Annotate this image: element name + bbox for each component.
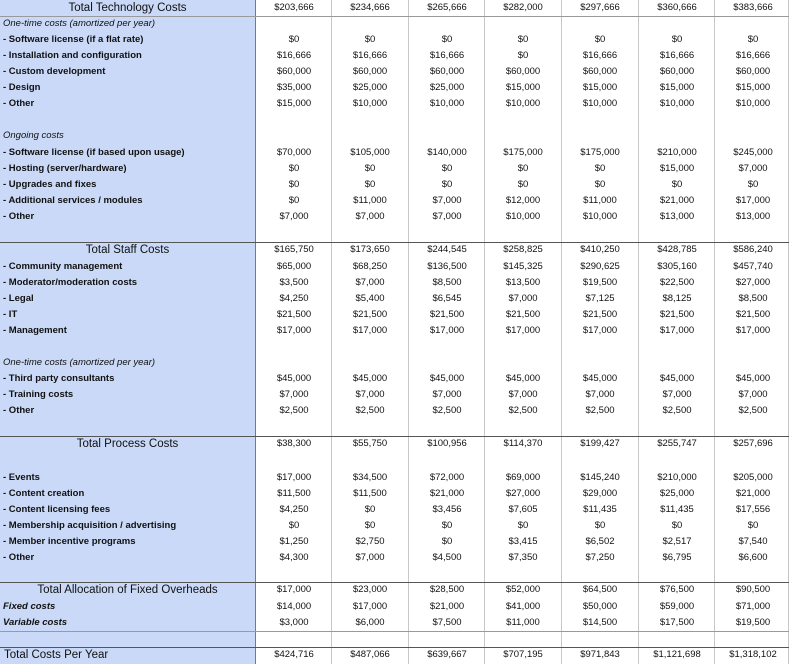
column-divider [255, 0, 256, 664]
value-cell[interactable]: $257,696 [733, 438, 773, 449]
value-cell[interactable]: $2,500 [279, 405, 309, 416]
value-cell[interactable]: $0 [288, 195, 300, 206]
value-cell[interactable]: $60,000 [505, 66, 541, 77]
value-cell[interactable]: $13,000 [735, 211, 771, 222]
row-label: Variable costs [3, 617, 68, 628]
value-cell[interactable]: $28,500 [429, 584, 465, 595]
value-cell[interactable]: $7,000 [738, 389, 768, 400]
value-cell[interactable]: $21,000 [429, 488, 465, 499]
value-cell[interactable]: $10,000 [352, 98, 388, 109]
value-cell[interactable]: $21,500 [429, 309, 465, 320]
value-cell[interactable]: $15,000 [735, 82, 771, 93]
value-cell[interactable]: $2,750 [355, 536, 385, 547]
value-cell[interactable]: $145,240 [580, 472, 620, 483]
value-cell[interactable]: $7,000 [279, 211, 309, 222]
value-cell[interactable]: $5,400 [355, 293, 385, 304]
value-cell[interactable]: $71,000 [735, 601, 771, 612]
row-label: - Hosting (server/hardware) [3, 163, 127, 174]
value-cell[interactable]: $70,000 [276, 147, 312, 158]
value-cell[interactable]: $45,000 [659, 373, 695, 384]
value-cell[interactable]: $7,000 [355, 211, 385, 222]
value-cell[interactable]: $0 [441, 34, 453, 45]
value-cell[interactable]: $27,000 [735, 277, 771, 288]
value-cell[interactable]: $7,605 [508, 504, 538, 515]
value-cell[interactable]: $60,000 [735, 66, 771, 77]
value-cell[interactable]: $10,000 [429, 98, 465, 109]
value-cell[interactable]: $0 [671, 34, 683, 45]
value-cell[interactable]: $14,000 [276, 601, 312, 612]
value-cell[interactable]: $205,000 [733, 472, 773, 483]
value-cell[interactable]: $199,427 [580, 438, 620, 449]
row-label: - Other [3, 98, 35, 109]
value-cell[interactable]: $15,000 [505, 82, 541, 93]
value-cell[interactable]: $17,000 [276, 472, 312, 483]
value-cell[interactable]: $0 [671, 179, 683, 190]
value-cell[interactable]: $639,667 [427, 649, 467, 660]
value-cell[interactable]: $7,000 [585, 389, 615, 400]
value-cell[interactable]: $140,000 [427, 147, 467, 158]
value-cell[interactable]: $38,300 [276, 438, 312, 449]
value-cell[interactable]: $0 [288, 520, 300, 531]
value-cell[interactable]: $21,000 [735, 488, 771, 499]
value-cell[interactable]: $60,000 [429, 66, 465, 77]
value-cell[interactable]: $60,000 [582, 66, 618, 77]
value-cell[interactable]: $17,000 [659, 325, 695, 336]
value-cell[interactable]: $17,556 [735, 504, 771, 515]
value-cell[interactable]: $0 [594, 179, 606, 190]
value-cell[interactable]: $41,000 [505, 601, 541, 612]
row-label: - Software license (if a flat rate) [3, 34, 144, 45]
value-cell[interactable]: $69,000 [505, 472, 541, 483]
value-cell[interactable]: $27,000 [505, 488, 541, 499]
value-cell[interactable]: $10,000 [505, 211, 541, 222]
value-cell[interactable]: $15,000 [659, 163, 695, 174]
row-label: - Member incentive programs [3, 536, 136, 547]
value-cell[interactable]: $2,517 [662, 536, 692, 547]
value-cell[interactable]: $16,666 [582, 50, 618, 61]
row-label: - Legal [3, 293, 34, 304]
value-cell[interactable]: $17,000 [582, 325, 618, 336]
value-cell[interactable]: $0 [747, 520, 759, 531]
value-cell[interactable]: $8,500 [738, 293, 768, 304]
value-cell[interactable]: $21,500 [505, 309, 541, 320]
value-cell[interactable]: $424,716 [274, 649, 314, 660]
value-cell[interactable]: $175,000 [580, 147, 620, 158]
row-label: One-time costs (amortized per year) [3, 18, 156, 29]
value-cell[interactable]: $10,000 [582, 211, 618, 222]
value-cell[interactable]: $65,000 [276, 261, 312, 272]
value-cell[interactable]: $11,000 [506, 617, 540, 628]
row-label: - IT [3, 309, 18, 320]
value-cell[interactable]: $10,000 [735, 98, 771, 109]
value-cell[interactable]: $0 [517, 163, 529, 174]
value-cell[interactable]: $17,000 [276, 584, 312, 595]
value-cell[interactable]: $265,666 [427, 2, 467, 13]
value-cell[interactable]: $457,740 [733, 261, 773, 272]
row-label: - Software license (if based upon usage) [3, 147, 185, 158]
value-cell[interactable]: $0 [594, 34, 606, 45]
value-cell[interactable]: $173,650 [350, 244, 390, 255]
value-cell[interactable]: $0 [671, 520, 683, 531]
value-cell[interactable]: $16,666 [659, 50, 695, 61]
value-cell[interactable]: $17,000 [735, 325, 771, 336]
value-cell[interactable]: $245,000 [733, 147, 773, 158]
row-label: - Other [3, 211, 35, 222]
column-divider [408, 0, 409, 664]
value-cell[interactable]: $25,000 [352, 82, 388, 93]
row-label: Fixed costs [3, 601, 56, 612]
value-cell[interactable]: $21,500 [582, 309, 618, 320]
value-cell[interactable]: $487,066 [350, 649, 390, 660]
value-cell[interactable]: $8,500 [432, 277, 462, 288]
value-cell[interactable]: $0 [364, 520, 376, 531]
value-cell[interactable]: $7,350 [508, 552, 538, 563]
value-cell[interactable]: $145,325 [503, 261, 543, 272]
value-cell[interactable]: $2,500 [432, 405, 462, 416]
value-cell[interactable]: $0 [594, 520, 606, 531]
value-cell[interactable]: $210,000 [657, 147, 697, 158]
value-cell[interactable]: $7,000 [662, 389, 692, 400]
row-label: Total Allocation of Fixed Overheads [37, 584, 218, 596]
value-cell[interactable]: $59,000 [659, 601, 695, 612]
value-cell[interactable]: $244,545 [427, 244, 467, 255]
value-cell[interactable]: $15,000 [582, 82, 618, 93]
value-cell[interactable]: $7,000 [279, 389, 309, 400]
value-cell[interactable]: $7,000 [508, 389, 538, 400]
column-divider [484, 0, 485, 664]
row-label: - Moderator/moderation costs [3, 277, 138, 288]
value-cell[interactable]: $15,000 [276, 98, 312, 109]
value-cell[interactable]: $0 [288, 179, 300, 190]
row-label: - Additional services / modules [3, 195, 143, 206]
value-cell[interactable]: $114,370 [503, 438, 543, 449]
row-label: - Community management [3, 261, 123, 272]
value-cell[interactable]: $45,000 [505, 373, 541, 384]
value-cell[interactable]: $90,500 [735, 584, 771, 595]
value-cell[interactable]: $12,000 [505, 195, 541, 206]
value-cell[interactable]: $971,843 [580, 649, 620, 660]
value-cell[interactable]: $17,000 [505, 325, 541, 336]
value-cell[interactable]: $16,666 [352, 50, 388, 61]
value-cell[interactable]: $7,000 [508, 293, 538, 304]
value-cell[interactable]: $17,000 [352, 325, 388, 336]
value-cell[interactable]: $8,125 [662, 293, 692, 304]
value-cell[interactable]: $165,750 [274, 244, 314, 255]
value-cell[interactable]: $60,000 [659, 66, 695, 77]
value-cell[interactable]: $0 [441, 179, 453, 190]
row-label: - Management [3, 325, 67, 336]
value-cell[interactable]: $17,000 [735, 195, 771, 206]
row-label: - Upgrades and fixes [3, 179, 97, 190]
value-cell[interactable]: $15,000 [659, 82, 695, 93]
value-cell[interactable]: $2,500 [738, 405, 768, 416]
value-cell[interactable]: $4,250 [279, 293, 309, 304]
value-cell[interactable]: $258,825 [503, 244, 543, 255]
value-cell[interactable]: $203,666 [274, 2, 314, 13]
value-cell[interactable]: $19,500 [582, 277, 618, 288]
value-cell[interactable]: $0 [517, 34, 529, 45]
value-cell[interactable]: $50,000 [582, 601, 618, 612]
value-cell[interactable]: $64,500 [582, 584, 618, 595]
value-cell[interactable]: $25,000 [659, 488, 695, 499]
value-cell[interactable]: $45,000 [582, 373, 618, 384]
row-label: - Third party consultants [3, 373, 115, 384]
value-cell[interactable]: $10,000 [505, 98, 541, 109]
value-cell[interactable]: $2,500 [355, 405, 385, 416]
value-cell[interactable]: $21,000 [659, 195, 695, 206]
value-cell[interactable]: $1,318,102 [729, 649, 777, 660]
row-label: Ongoing costs [3, 130, 64, 141]
value-cell[interactable]: $76,500 [659, 584, 695, 595]
row-label: - Content creation [3, 488, 85, 499]
value-cell[interactable]: $0 [441, 163, 453, 174]
value-cell[interactable]: $410,250 [580, 244, 620, 255]
value-cell[interactable]: $7,540 [738, 536, 768, 547]
value-cell[interactable]: $210,000 [657, 472, 697, 483]
value-cell[interactable]: $0 [288, 34, 300, 45]
value-cell[interactable]: $1,121,698 [653, 649, 701, 660]
value-cell[interactable]: $35,000 [276, 82, 312, 93]
value-cell[interactable]: $282,000 [503, 2, 543, 13]
value-cell[interactable]: $7,000 [432, 195, 462, 206]
row-label: - Content licensing fees [3, 504, 111, 515]
value-cell[interactable]: $6,795 [662, 552, 692, 563]
row-label: - Design [3, 82, 41, 93]
value-cell[interactable]: $34,500 [352, 472, 388, 483]
value-cell[interactable]: $2,500 [508, 405, 538, 416]
row-label: Total Staff Costs [85, 244, 170, 256]
value-cell[interactable]: $17,000 [429, 325, 465, 336]
value-cell[interactable]: $11,435 [660, 504, 694, 515]
value-cell[interactable]: $7,000 [432, 389, 462, 400]
value-cell[interactable]: $13,500 [505, 277, 541, 288]
value-cell[interactable]: $16,666 [276, 50, 312, 61]
value-cell[interactable]: $105,000 [350, 147, 390, 158]
value-cell[interactable]: $6,000 [355, 617, 385, 628]
value-cell[interactable]: $10,000 [582, 98, 618, 109]
column-divider [714, 0, 715, 664]
value-cell[interactable]: $72,000 [429, 472, 465, 483]
value-cell[interactable]: $3,500 [279, 277, 309, 288]
value-cell[interactable]: $45,000 [429, 373, 465, 384]
row-label: - Other [3, 405, 35, 416]
value-cell[interactable]: $0 [441, 536, 453, 547]
value-cell[interactable]: $17,000 [352, 601, 388, 612]
row-label: - Other [3, 552, 35, 563]
value-cell[interactable]: $60,000 [276, 66, 312, 77]
value-cell[interactable]: $297,666 [580, 2, 620, 13]
value-cell[interactable]: $2,500 [585, 405, 615, 416]
value-cell[interactable]: $11,500 [277, 488, 311, 499]
value-cell[interactable]: $16,666 [429, 50, 465, 61]
column-divider [638, 0, 639, 664]
row-label: - Training costs [3, 389, 74, 400]
value-cell[interactable]: $0 [594, 163, 606, 174]
value-cell[interactable]: $45,000 [276, 373, 312, 384]
value-cell[interactable]: $11,500 [353, 488, 387, 499]
value-cell[interactable]: $2,500 [662, 405, 692, 416]
value-cell[interactable]: $0 [288, 163, 300, 174]
value-cell[interactable]: $0 [364, 504, 376, 515]
row-label: Total Technology Costs [68, 2, 187, 14]
value-cell[interactable]: $1,250 [279, 536, 309, 547]
value-cell[interactable]: $17,500 [659, 617, 695, 628]
value-cell[interactable]: $383,666 [733, 2, 773, 13]
value-cell[interactable]: $11,000 [353, 195, 387, 206]
value-cell[interactable]: $100,956 [427, 438, 467, 449]
value-cell[interactable]: $68,250 [352, 261, 388, 272]
row-label: - Custom development [3, 66, 106, 77]
row-label: - Membership acquisition / advertising [3, 520, 177, 531]
row-label: Total Process Costs [76, 438, 179, 450]
value-cell[interactable]: $0 [747, 179, 759, 190]
column-divider [561, 0, 562, 664]
row-label: - Installation and configuration [3, 50, 142, 61]
value-cell[interactable]: $0 [441, 520, 453, 531]
value-cell[interactable]: $23,000 [352, 584, 388, 595]
value-cell[interactable]: $10,000 [659, 98, 695, 109]
value-cell[interactable]: $0 [364, 179, 376, 190]
value-cell[interactable]: $305,160 [657, 261, 697, 272]
value-cell[interactable]: $11,000 [583, 195, 617, 206]
value-cell[interactable]: $3,000 [279, 617, 309, 628]
value-cell[interactable]: $0 [364, 34, 376, 45]
value-cell[interactable]: $6,600 [738, 552, 768, 563]
value-cell[interactable]: $14,500 [582, 617, 618, 628]
value-cell[interactable]: $175,000 [503, 147, 543, 158]
value-cell[interactable]: $11,435 [583, 504, 617, 515]
row-label: One-time costs (amortized per year) [3, 357, 156, 368]
value-cell[interactable]: $60,000 [352, 66, 388, 77]
value-cell[interactable]: $255,747 [657, 438, 697, 449]
value-cell[interactable]: $7,250 [585, 552, 615, 563]
value-cell[interactable]: $4,500 [432, 552, 462, 563]
value-cell[interactable]: $17,000 [276, 325, 312, 336]
value-cell[interactable]: $29,000 [582, 488, 618, 499]
value-cell[interactable]: $7,000 [355, 277, 385, 288]
value-cell[interactable]: $19,500 [735, 617, 771, 628]
value-cell[interactable]: $22,500 [659, 277, 695, 288]
value-cell[interactable]: $136,500 [427, 261, 467, 272]
row-divider [0, 631, 789, 632]
value-cell[interactable]: $7,500 [432, 617, 462, 628]
value-cell[interactable]: $4,250 [279, 504, 309, 515]
value-cell[interactable]: $6,545 [432, 293, 462, 304]
value-cell[interactable]: $7,000 [355, 389, 385, 400]
row-label: Total Costs Per Year [4, 649, 109, 661]
value-cell[interactable]: $428,785 [657, 244, 697, 255]
value-cell[interactable]: $21,500 [735, 309, 771, 320]
value-cell[interactable]: $52,000 [505, 584, 541, 595]
value-cell[interactable]: $0 [747, 34, 759, 45]
value-cell[interactable]: $0 [517, 179, 529, 190]
value-cell[interactable]: $4,300 [279, 552, 309, 563]
value-cell[interactable]: $0 [517, 520, 529, 531]
value-cell[interactable]: $16,666 [735, 50, 771, 61]
value-cell[interactable]: $360,666 [657, 2, 697, 13]
value-cell[interactable]: $234,666 [350, 2, 390, 13]
value-cell[interactable]: $707,195 [503, 649, 543, 660]
value-cell[interactable]: $21,500 [659, 309, 695, 320]
value-cell[interactable]: $7,000 [432, 211, 462, 222]
value-cell[interactable]: $21,000 [429, 601, 465, 612]
value-cell[interactable]: $7,000 [355, 552, 385, 563]
value-cell[interactable]: $6,502 [585, 536, 615, 547]
value-cell[interactable]: $13,000 [659, 211, 695, 222]
value-cell[interactable]: $45,000 [735, 373, 771, 384]
value-cell[interactable]: $0 [364, 163, 376, 174]
value-cell[interactable]: $7,125 [585, 293, 615, 304]
value-cell[interactable]: $290,625 [580, 261, 620, 272]
row-label: - Events [3, 472, 40, 483]
value-cell[interactable]: $3,456 [432, 504, 462, 515]
value-cell[interactable]: $55,750 [352, 438, 388, 449]
value-cell[interactable]: $0 [517, 50, 529, 61]
value-cell[interactable]: $25,000 [429, 82, 465, 93]
value-cell[interactable]: $21,500 [276, 309, 312, 320]
value-cell[interactable]: $3,415 [508, 536, 538, 547]
value-cell[interactable]: $586,240 [733, 244, 773, 255]
value-cell[interactable]: $45,000 [352, 373, 388, 384]
value-cell[interactable]: $21,500 [352, 309, 388, 320]
value-cell[interactable]: $7,000 [738, 163, 768, 174]
column-divider [331, 0, 332, 664]
